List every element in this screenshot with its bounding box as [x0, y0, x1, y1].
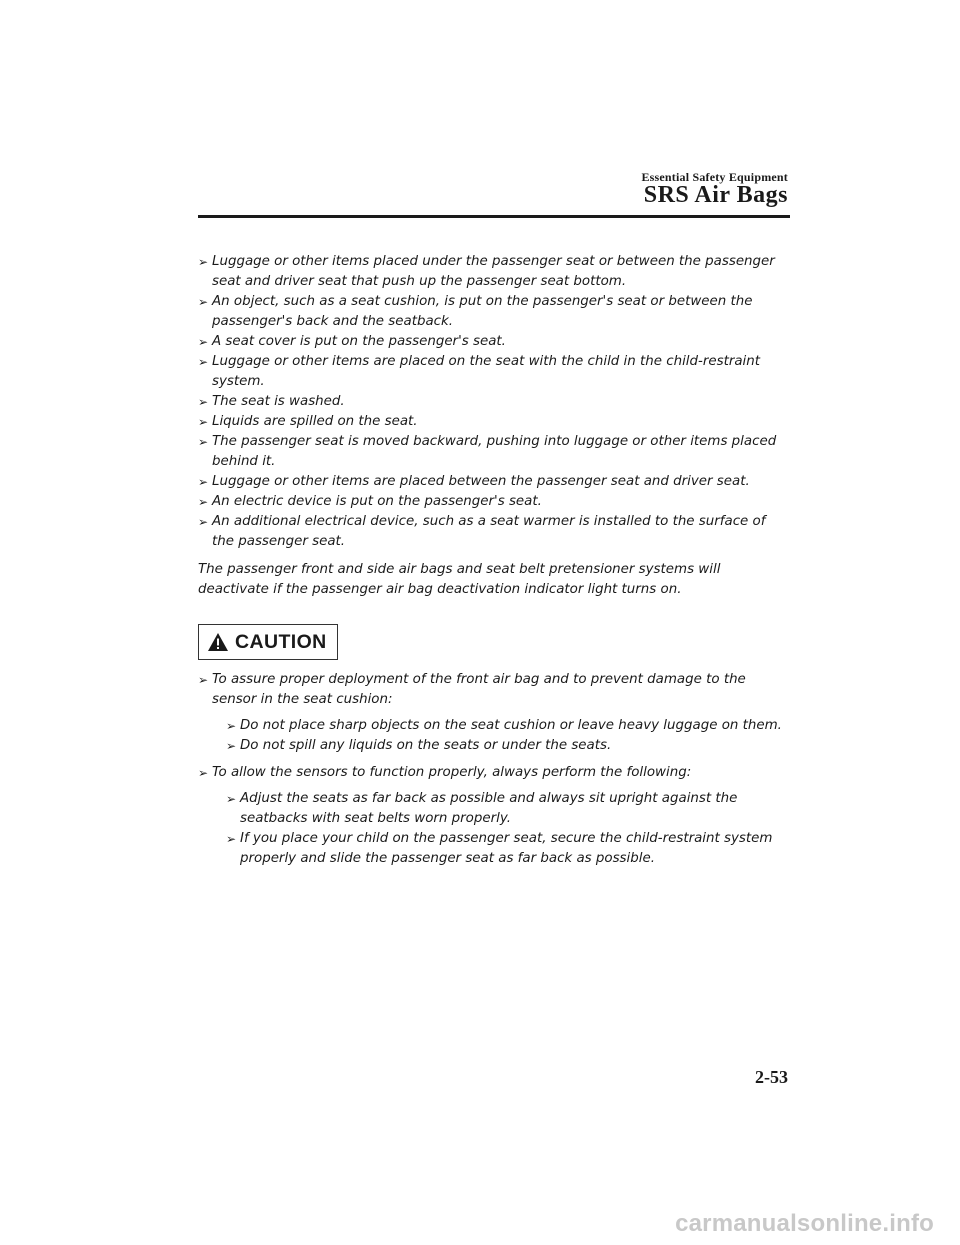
- deactivation-paragraph: The passenger front and side air bags and seat belt pretensioner systems will deactivate if the passenger air bag deactivation indicator light turns on.: [198, 562, 721, 597]
- caution-label: CAUTION: [235, 631, 327, 653]
- arrow-bullet-icon: ➢: [198, 395, 209, 409]
- arrow-bullet-icon: ➢: [198, 415, 209, 429]
- page-number: 2-53: [755, 1067, 788, 1087]
- arrow-bullet-icon: ➢: [198, 435, 209, 449]
- caution-subitem: ➢ If you place your child on the passenger seat, secure the child-restraint system properly and slide the passenger seat as far back as possible.: [226, 831, 773, 866]
- list-item: ➢ Luggage or other items are placed on the seat with the child in the child-restraint system.: [198, 354, 761, 389]
- condition-list: [198, 252, 790, 552]
- caution-subitem: ➢ Do not spill any liquids on the seats or under the seats.: [226, 736, 790, 756]
- arrow-bullet-icon: ➢: [198, 255, 209, 269]
- arrow-bullet-icon: ➢: [198, 673, 209, 687]
- arrow-bullet-icon: ➢: [198, 495, 209, 509]
- section-heading: Essential Safety Equipment: [641, 170, 788, 184]
- caution-subitem: ➢ Adjust the seats as far back as possible and always sit upright against the seatbacks with seat belts worn properly.: [226, 791, 738, 826]
- caution-subitem: ➢ Do not place sharp objects on the seat cushion or leave heavy luggage on them.: [226, 716, 790, 736]
- page-title: SRS Air Bags: [643, 182, 788, 208]
- list-item: ➢ The seat is washed.: [198, 392, 790, 412]
- list-item: ➢ The passenger seat is moved backward, pushing into luggage or other items placed behind it.: [198, 434, 777, 469]
- warning-triangle-icon: [207, 632, 229, 652]
- list-item: ➢ A seat cover is put on the passenger's seat.: [198, 332, 790, 352]
- arrow-bullet-icon: ➢: [226, 739, 237, 753]
- caution-item: ➢ To allow the sensors to function properly, always perform the following: ➢ Adjust the seats as far back as possible and always sit upright against the seatbacks with seat belts worn properly. ➢ If you place your child on the passenger seat, secure the child-restraint system properly and slide the passenger seat as far back as possible.: [198, 763, 790, 869]
- caution-banner: [198, 624, 338, 660]
- list-item: ➢ Liquids are spilled on the seat.: [198, 412, 790, 432]
- arrow-bullet-icon: ➢: [226, 792, 237, 806]
- arrow-bullet-icon: ➢: [226, 832, 237, 846]
- caution-sublist: [212, 789, 790, 869]
- caution-item: ➢ To assure proper deployment of the front air bag and to prevent damage to the sensor in the seat cushion: ➢ Do not place sharp objects on the seat cushion or leave heavy luggage on them. ➢ Do not spill any liquids on the seats or under the seats.: [198, 670, 790, 756]
- content-body: [198, 252, 790, 876]
- arrow-bullet-icon: ➢: [198, 475, 209, 489]
- list-item: ➢ Luggage or other items are placed between the passenger seat and driver seat.: [198, 472, 790, 492]
- list-item: ➢ An additional electrical device, such as a seat warmer is installed to the surface of the passenger seat.: [198, 514, 766, 549]
- arrow-bullet-icon: ➢: [198, 355, 209, 369]
- arrow-bullet-icon: ➢: [226, 719, 237, 733]
- list-item: ➢ An electric device is put on the passenger's seat.: [198, 492, 790, 512]
- caution-list: [198, 670, 790, 869]
- header-divider: [198, 215, 790, 218]
- list-item: ➢ An object, such as a seat cushion, is put on the passenger's seat or between the passenger's back and the seatback.: [198, 294, 753, 329]
- caution-sublist: [212, 716, 790, 756]
- list-item: ➢ Luggage or other items placed under the passenger seat or between the passenger seat and driver seat that push up the passenger seat bottom.: [198, 254, 775, 289]
- arrow-bullet-icon: ➢: [198, 335, 209, 349]
- arrow-bullet-icon: ➢: [198, 515, 209, 529]
- arrow-bullet-icon: ➢: [198, 295, 209, 309]
- arrow-bullet-icon: ➢: [198, 766, 209, 780]
- watermark: carmanualsonline.info: [675, 1210, 934, 1237]
